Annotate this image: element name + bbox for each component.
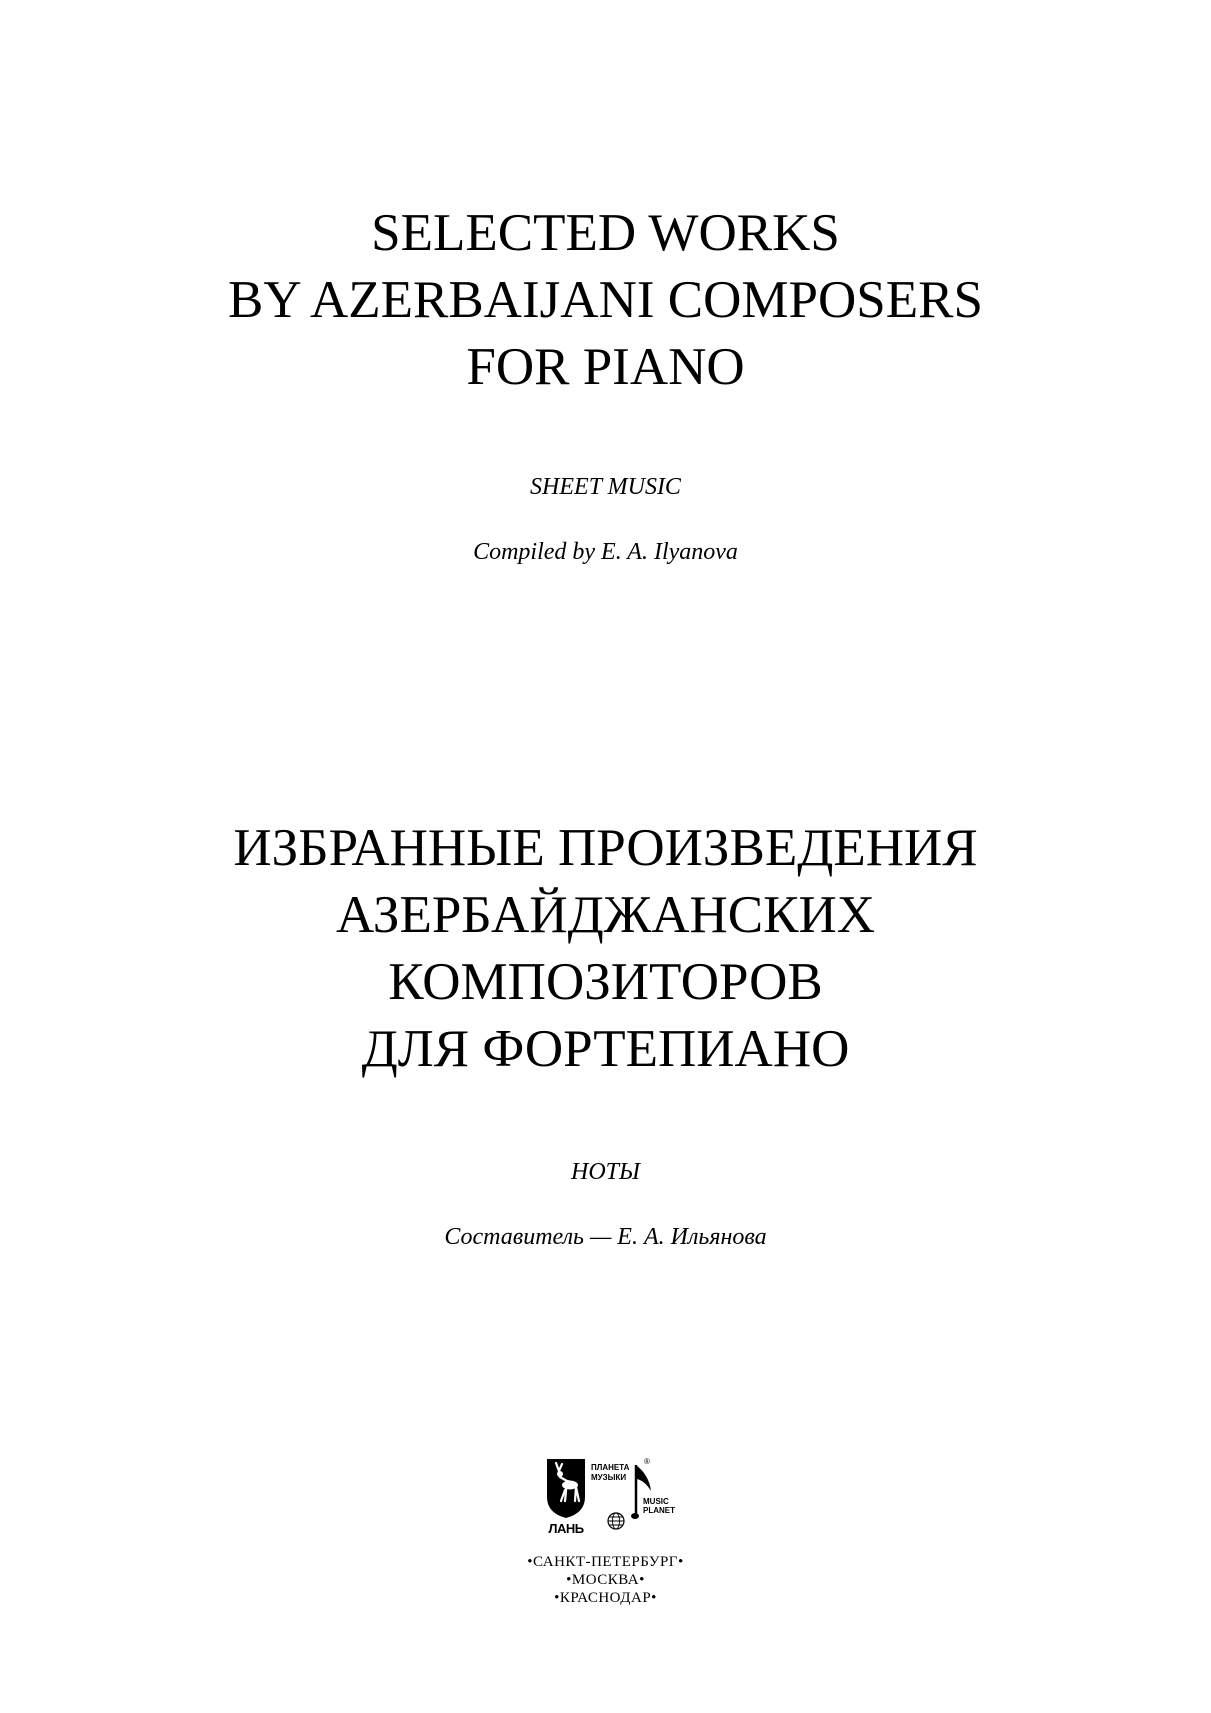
english-compiler: Compiled by E. A. Ilyanova bbox=[473, 539, 738, 565]
registered-mark: ® bbox=[644, 1457, 650, 1466]
muzyki-line: МУЗЫКИ bbox=[591, 1473, 627, 1482]
music-planet-label bbox=[643, 1497, 675, 1515]
city-saint-petersburg: •САНКТ-ПЕТЕРБУРГ• bbox=[527, 1554, 684, 1570]
russian-title-line: ИЗБРАННЫЕ ПРОИЗВЕДЕНИЯ bbox=[233, 819, 978, 877]
russian-compiler: Составитель — Е. А. Ильянова bbox=[444, 1224, 767, 1250]
deer-emblem-icon bbox=[545, 1457, 587, 1519]
globe-icon bbox=[607, 1512, 625, 1530]
english-title-line: FOR PIANO bbox=[466, 338, 745, 396]
city-moscow: •МОСКВА• bbox=[566, 1572, 645, 1588]
publisher-logo bbox=[545, 1457, 675, 1552]
music-line: MUSIC bbox=[643, 1497, 669, 1506]
english-title bbox=[0, 200, 1211, 401]
publisher-cities bbox=[0, 1553, 1211, 1607]
lan-label: ЛАНЬ bbox=[548, 1521, 584, 1536]
english-title-line: BY AZERBAIJANI COMPOSERS bbox=[228, 271, 983, 329]
planet-line: PLANET bbox=[643, 1506, 675, 1515]
english-subtitle: SHEET MUSIC bbox=[530, 474, 681, 500]
russian-title-line: ДЛЯ ФОРТЕПИАНО bbox=[361, 1020, 850, 1078]
city-krasnodar: •КРАСНОДАР• bbox=[554, 1590, 657, 1606]
note-emblem-icon bbox=[631, 1461, 653, 1527]
english-title-line: SELECTED WORKS bbox=[371, 204, 840, 262]
russian-subtitle: НОТЫ bbox=[571, 1159, 640, 1185]
planeta-line: ПЛАНЕТА bbox=[591, 1463, 630, 1472]
russian-title-line: КОМПОЗИТОРОВ bbox=[388, 953, 823, 1011]
russian-title bbox=[0, 815, 1211, 1083]
russian-title-line: АЗЕРБАЙДЖАНСКИХ bbox=[335, 886, 876, 944]
